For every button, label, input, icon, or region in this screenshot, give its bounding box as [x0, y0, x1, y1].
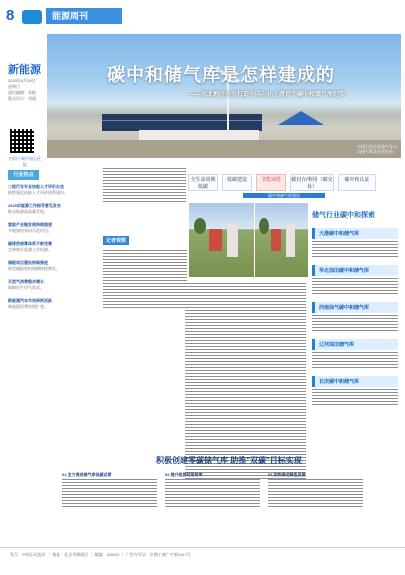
right-card-title: 辽河油田储气库 [312, 339, 398, 350]
section-badge: 能源周刊 [46, 8, 122, 24]
tree-shape [259, 218, 269, 234]
bottom-column [268, 472, 363, 522]
right-card-title: 大港碳中和储气库 [312, 228, 398, 239]
hero-title: 碳中和储气库是怎样建成的 [107, 65, 335, 85]
right-card [312, 302, 398, 331]
bottom-column-title: 03 加快推动绿色发展 [268, 472, 306, 477]
sidebar-item [8, 222, 101, 234]
right-column-title: 储气行业碳中和探索 [312, 212, 375, 219]
sidebar-item-text: 多地加快布局示范项目。 [8, 228, 52, 233]
photo-left [189, 203, 254, 277]
hero-subtitle: ——东北地区全力打造中国石化上游首个碳中和储气库纪实 [189, 92, 346, 98]
process-flow [188, 171, 381, 199]
tank-shape [286, 224, 296, 257]
right-card-title: 长庆碳中和储气库 [312, 376, 398, 387]
footer-divider [0, 547, 405, 548]
body-text [185, 281, 306, 481]
sidebar-item-text: 持续强化技能人才评价体系建设。 [8, 190, 68, 195]
hero-caption: 中国石化东北油气分公司储气库及光伏电站 [357, 144, 397, 154]
page-brand: 新能源 [8, 64, 41, 76]
qr-caption: 扫码下载中国石化报 [9, 156, 41, 167]
right-card [312, 265, 398, 294]
logo-icon [22, 10, 42, 24]
sidebar-item-text: 完善统计监测工作机制。 [8, 247, 52, 252]
sidebar-item-text: 推动能源高质量发展。 [8, 209, 48, 214]
flow-step: 全生命周期低碳 [188, 174, 218, 191]
footer-text: 发行：中国石化报社 ｜ 地址：北京市朝阳区 ｜ 邮编：100011 ｜ 广告许可证：京朝工商广字第0127号 [10, 552, 191, 557]
sidebar-item-title: 碳排放核算体系不断完善 [8, 241, 52, 246]
meta-line: 版式设计：刘丽 [8, 96, 36, 101]
solar-panels [102, 114, 262, 131]
flow-step-active: 节能减排 [256, 174, 286, 191]
meta-line: 星期日 [8, 84, 20, 89]
sidebar-item [8, 279, 101, 291]
ground [47, 140, 401, 158]
sidebar-item-title: 2025年能源工作指导意见发布 [8, 203, 61, 208]
flow-step: 碳封存/利用（碳交易） [290, 174, 334, 191]
sidebar-item [8, 260, 101, 272]
meta-line: 2024年4月28日 [8, 78, 36, 83]
right-card [312, 228, 398, 257]
intro-text [103, 166, 186, 204]
sidebar-item [8, 203, 101, 215]
bottom-column [62, 472, 157, 522]
meta-block [8, 78, 42, 102]
section-tag: 记者观察 [103, 236, 129, 245]
tree-shape [194, 218, 206, 234]
sidebar-item-text: 保障民生用气需求。 [8, 285, 44, 290]
photo-right [255, 203, 308, 277]
sidebar-item-text: 新能源消费持续扩容。 [8, 304, 48, 309]
sidebar-item-title: 储能项目建设持续推进 [8, 260, 48, 265]
sidebar-item [8, 241, 101, 253]
hero-image [47, 34, 401, 158]
qr-code [10, 129, 34, 153]
bottom-column [165, 472, 260, 522]
bottom-column-title: 01 全力推进储气库低碳运营 [62, 472, 112, 477]
meta-line: 责任编辑：张帆 [8, 90, 36, 95]
right-column [312, 211, 398, 407]
right-card [312, 376, 398, 405]
sidebar-item [8, 184, 101, 196]
roof-shape [278, 111, 324, 125]
left-column [8, 184, 101, 317]
sidebar-item [8, 298, 101, 310]
sidebar-item-title: 二级行业专业技能人才评价办法 [8, 184, 64, 189]
right-card-title: 西南油气碳中和储气库 [312, 302, 398, 313]
sidebar-badge: 行业热点 [8, 170, 39, 180]
tank-shape [227, 224, 239, 257]
flow-step: 低碳建设 [222, 174, 252, 191]
flow-step: 碳中和认证 [338, 174, 376, 191]
lead-article [103, 227, 187, 310]
flow-bottom-label: 碳中和储气库建设 [243, 193, 325, 198]
bottom-column-title: 02 提升能源利用效率 [165, 472, 203, 477]
right-card [312, 339, 398, 368]
bottom-headline: 积极创建零碳储气库 助推"双碳"目标实现 [156, 456, 302, 465]
sidebar-item-title: 新能源汽车市场保持活跃 [8, 298, 52, 303]
pipe-shape [209, 229, 222, 251]
sidebar-item-title: 氢能产业链发展持续提速 [8, 222, 52, 227]
right-card-title: 华北油田碳中和储气库 [312, 265, 398, 276]
sidebar-item-text: 新型储能装机规模持续增长。 [8, 266, 60, 271]
page-number: 8 [6, 7, 15, 24]
pipe-shape [271, 229, 282, 251]
sidebar-item-title: 天然气消费稳步增长 [8, 279, 44, 284]
